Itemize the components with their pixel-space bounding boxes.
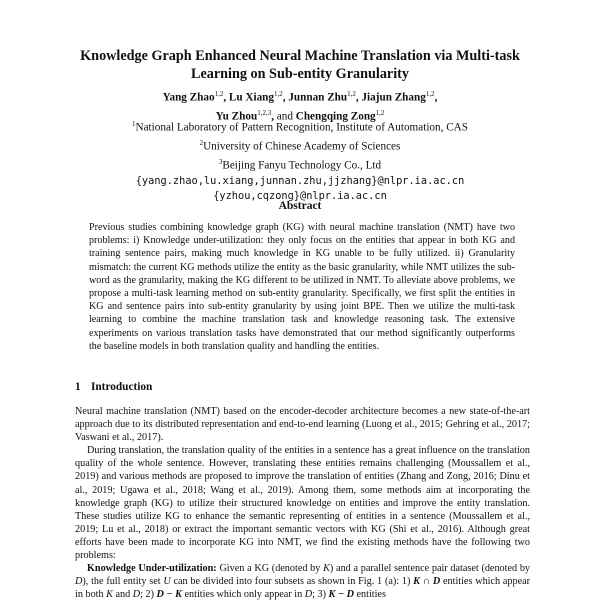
introduction-body [75, 405, 530, 601]
math-symbol: K − D [328, 589, 354, 601]
intro-paragraph-3 [75, 562, 530, 601]
affiliation-line [40, 117, 560, 136]
title-line-2: Learning on Sub-entity Granularity [191, 66, 409, 82]
paragraph-text: entities which appear in both [75, 576, 531, 601]
paragraph-text: ; 3) [312, 589, 326, 601]
math-symbol: D [132, 589, 141, 601]
author-line-2: Yu Zhou$^{1,2,3}$, and Chengqing Zong$^{1,2}$ [215, 108, 385, 123]
author-name: Lu Xiang [228, 91, 274, 104]
math-symbol: K [106, 589, 113, 601]
math-symbol: D [304, 589, 313, 601]
affiliations [40, 117, 560, 205]
author-affil-sup: 1,2 [425, 90, 435, 98]
section-title: Introduction [91, 381, 153, 393]
paragraph-text: Given a KG (denoted by [219, 563, 321, 575]
paragraph-text: entities which only appear in [184, 589, 303, 601]
author-name: Junnan Zhu [288, 91, 348, 104]
affiliation-text: Beijing Fanyu Technology Co., Ltd [222, 159, 382, 172]
email-line[interactable]: {yang.zhao,lu.xiang,junnan.zhu,jjzhang}@nlpr.ia.ac.cn [135, 175, 465, 188]
affiliation-text: National Laboratory of Pattern Recognition, Institute of Automation, CAS [135, 121, 468, 134]
affiliation-line [40, 136, 560, 155]
author-affil-sup: 1,2 [214, 90, 224, 98]
intro-paragraph-2: During translation, the translation quality of the entities in a sentence has a great influence on the translation quality of the whole sentence. However, translating these entities remains challenging (Moussallem et al., 2019) and various methods are proposed to improve the translation of entities (Zhang and Zong, 2016; Dinu et al., 2019; Ugawa et al., 2018; Wang et al., 2019). Among them, some methods aim at incorporating the knowledge graph (KG) to utilize their structured knowledge on entities and improve the entity translation. These studies utilize KG to enhance the semantic representing of entities in a sentence (Moussallem et al., 2019; Lu et al., 2018) or extract the important semantic vectors with KG (Shi et al., 2016). Although great efforts have been made to incorporate KG into NMT, we find the existing methods have the following two problems: [75, 445, 530, 562]
author-name: Jiajun Zhang [361, 91, 426, 104]
author-conjunction: and [276, 110, 293, 123]
affiliation-sup: 3 [218, 158, 223, 167]
math-symbol: D − K [156, 589, 182, 601]
author-line-1: Yang Zhao$^{1,2}$, Lu Xiang$^{1,2}$, Junnan Zhu$^{1,2}$, Jiajun Zhang$^{1,2}$, [162, 90, 438, 104]
author-affil-sup: 1,2 [273, 90, 283, 98]
math-symbol: U [163, 576, 171, 588]
paragraph-text: entities [356, 589, 386, 601]
affiliation-sup: 1 [132, 120, 136, 128]
paragraph-lead: Knowledge Under-utilization: [87, 563, 217, 575]
author-name: Chengqing Zong [295, 110, 376, 123]
author-affil-sup: 1,2,3 [257, 108, 272, 117]
paragraph-text: and [115, 589, 131, 601]
email-line[interactable]: {yzhou,cqzong}@nlpr.ia.ac.cn [213, 190, 387, 203]
author-name: Yu Zhou [215, 110, 258, 123]
title-line-1: Knowledge Graph Enhanced Neural Machine Translation via Multi-task [80, 48, 520, 64]
author-affil-sup: 1,2 [375, 108, 385, 117]
section-number: 1 [75, 381, 81, 393]
paragraph-text: ; 2) [140, 589, 154, 601]
author-name: Yang Zhao [162, 91, 215, 104]
affiliation-text: University of Chinese Academy of Sciences [203, 140, 401, 153]
paragraph-text: can be divided into four subsets as shown in Fig. 1 (a): 1) [173, 576, 411, 588]
affiliation-line [40, 155, 560, 174]
section-heading [75, 381, 152, 393]
author-affil-sup: 1,2 [347, 90, 356, 98]
intro-paragraph-1: Neural machine translation (NMT) based on the encoder-decoder architecture becomes a new state-of-the-art approach due to its distributed representation and end-to-end learning (Luong et al., 2015; Gehring et al., 2017; Vaswani et al., 2017). [75, 406, 530, 444]
paper-title [40, 47, 560, 83]
math-symbol: K [323, 563, 330, 575]
paragraph-text: ) and a parallel sentence pair dataset (denoted by [329, 563, 531, 575]
abstract-body: Previous studies combining knowledge graph (KG) with neural machine translation (NMT) have two problems: i) Knowledge under-utilization: they only focus on the entities that appear in both KG and training sentence pairs, making much knowledge in KG unable to be fully utilized. ii) Granularity mismatch: the current KG methods utilize the entity as the basic granularity, while NMT utilizes the sub-word as the granularity, making the KG different to be utilized in NMT. To alleviate above problems, we propose a multi-task learning method on sub-entity granularity. Specifically, we first split the entities in KG and sentence pairs into sub-entity granularity by using joint BPE. Then we utilize the multi-task learning to combine the machine translation task and knowledge reasoning task. The extensive experiments on various translation tasks have demonstrated that our method significantly outperforms the baseline models in both translation quality and handling the entities. [89, 222, 515, 352]
math-symbol: K ∩ D [413, 576, 441, 588]
math-symbol: D [75, 576, 83, 588]
affiliation-sup: 2 [199, 139, 204, 148]
abstract-heading: Abstract [278, 200, 322, 212]
paragraph-text: ), the full entity set [82, 576, 161, 588]
